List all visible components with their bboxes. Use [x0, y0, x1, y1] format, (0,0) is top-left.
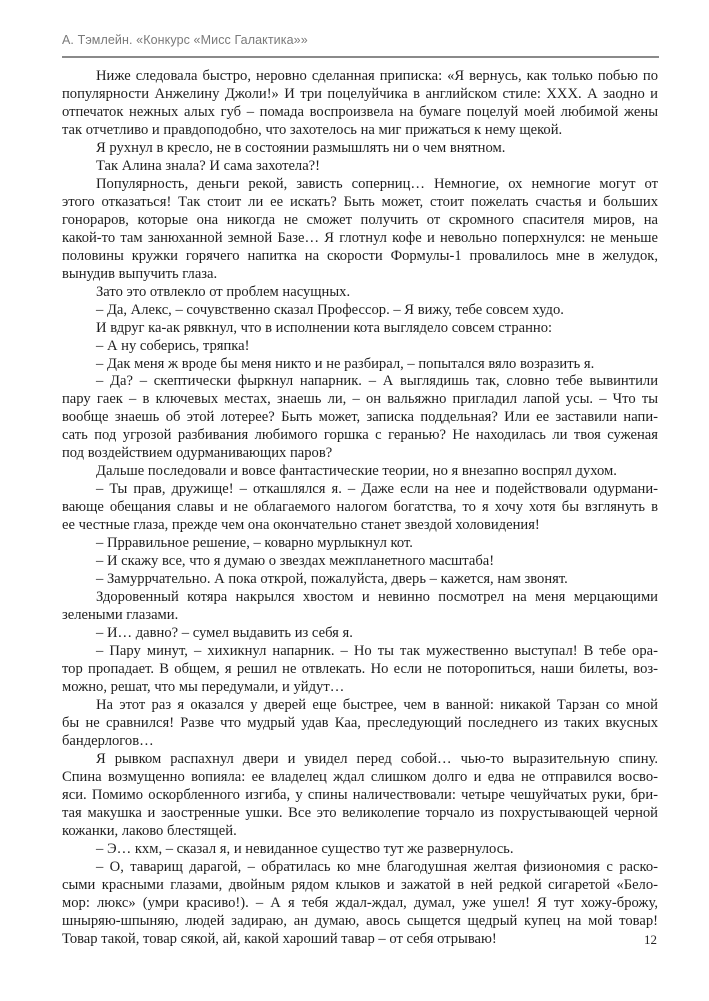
text-line: Спина возмущенно вопияла: ее владелец ждал слишком долго и едва не отправился восво-: [62, 768, 658, 785]
paragraph: [62, 320, 658, 338]
paragraph: [62, 356, 658, 374]
text-line: – О, таварищ дарагой, – обратилась ко мне благодушная желтая физиономия с раско-: [96, 858, 658, 875]
text-line: И вдруг ка-ак рявкнул, что в исполнении кота выглядело совсем странно:: [96, 319, 553, 336]
text-line: половины кружки горячего напитка на скорости Формулы-1 провалилось мне в желудок,: [62, 247, 658, 264]
text-line: – Да, Алекс, – сочувственно сказал Профессор. – Я вижу, тебе совсем худо.: [96, 301, 564, 318]
text-line: Зато это отвлекло от проблем насущных.: [96, 283, 351, 300]
paragraph: [62, 625, 658, 643]
text-line: пару гаек – в ключевых местах, знаешь ли, – он вальяжно пригладил лапой усы. – Что ты: [62, 391, 658, 408]
text-line: можно, решат, что мы передумали, и уйдут…: [62, 678, 345, 695]
text-line: тор пропадает. В общем, я решил не отвлекать. Но если не поторопиться, наши билеты, воз-: [62, 660, 658, 677]
text-line: Так Алина знала? И сама захотела?!: [96, 157, 321, 174]
paragraph: [62, 643, 658, 697]
text-line: вообще знаешь об этой лотерее? Быть может, записка поддельная? Или ее заставили напи-: [62, 409, 658, 426]
paragraph: [62, 373, 658, 463]
text-line: сыми красными глазами, двойным рядом клыков и зажатой в ней редкой сигаретой «Бело-: [62, 876, 658, 893]
paragraph: [62, 338, 658, 356]
paragraph: [62, 841, 658, 859]
paragraph: [62, 571, 658, 589]
text-line: бы не сравнился! Разве что мудрый удав Каа, преследующий последнего из таких вкусных: [62, 714, 658, 731]
text-line: – Пару минут, – хихикнул напарник. – Но ты так мужественно выступал! В тебе ора-: [96, 643, 658, 659]
running-header: А. Тэмлейн. «Конкурс «Мисс Галактика»»: [62, 33, 308, 47]
paragraph: [62, 176, 658, 284]
paragraph: [62, 751, 658, 841]
text-line: под воздействием одурманивающих паров?: [62, 445, 333, 462]
text-line: какой-то там занюханной земной Базе… Я глотнул кофе и невольно поперхнулся: не меньше: [62, 229, 658, 246]
text-line: На этот раз я оказался у дверей еще быстрее, чем в ванной: никакой Тарзан со мной: [96, 696, 658, 713]
paragraph: [62, 284, 658, 302]
paragraph: [62, 553, 658, 571]
paragraph: [62, 68, 658, 140]
text-line: – Ты прав, дружище! – откашлялся я. – Даже если на нее и подействовали одурмани-: [96, 481, 658, 498]
text-line: Здоровенный котяра накрылся хвостом и невинно посмотрел на меня мерцающими: [96, 589, 658, 606]
text-line: Товар такой, товар сякой, ай, какой хароший тавар – от себя отрываю!: [62, 930, 497, 947]
paragraph: [62, 140, 658, 158]
text-line: вынудив выпучить глаза.: [62, 265, 218, 282]
text-line: – Замуррчательно. А пока открой, пожалуйста, дверь – кажется, нам звонят.: [96, 571, 568, 588]
text-line: – Прравильное решение, – коварно мурлыкнул кот.: [96, 535, 413, 552]
text-line: – Да? – скептически фыркнул напарник. – А выглядишь так, словно тебе вывинтили: [96, 373, 658, 390]
text-line: сать под угрозой разбивания любимого горшка с геранью? Не находилась ли твоя суженая: [62, 427, 658, 444]
text-line: яси. Помимо оскорбленного изгиба, у спины наличествовали: четыре чешуйчатых руки, бри-: [62, 786, 658, 803]
text-line: вающе обещания славы и не облагаемого налогом богатства, то я хочу хотя бы взглянуть в: [62, 499, 658, 516]
text-line: – И… давно? – сумел выдавить из себя я.: [96, 625, 353, 642]
text-line: тая макушка и заостренные ушки. Все это великолепие торчало из похрустывающей черной: [62, 804, 658, 821]
paragraph: [62, 535, 658, 553]
paragraph: [62, 463, 658, 481]
paragraph: [62, 481, 658, 535]
paragraph: [62, 302, 658, 320]
text-line: так отчетливо и правдоподобно, что захотелось на миг прижаться к нему щекой.: [62, 121, 563, 138]
text-line: этого отказаться! Так стоит ли ее искать? Быть может, стоит пожелать счастья и больших: [62, 193, 658, 210]
text-line: Я рывком распахнул двери и увидел перед собой… чью-то выразительную спину.: [96, 750, 658, 767]
paragraph: [62, 859, 658, 949]
text-line: Ниже следовала быстро, неровно сделанная приписка: «Я вернусь, как только побью по: [96, 68, 658, 84]
text-line: бандерлогов…: [62, 732, 154, 749]
text-line: – И скажу все, что я думаю о звездах межпланетного масштаба!: [96, 553, 495, 570]
text-line: популярности Анжелину Джоли!» И три поцелуйчика в английском стиле: XXX. А заодно и: [62, 85, 658, 102]
header-rule: [62, 56, 659, 58]
text-line: мор: люкс» (умри красиво!). – А я тебя ждал-ждал, думал, уже ушел! Я тут хожу-брожу,: [62, 894, 658, 911]
text-line: кожанки, лаково блестящей.: [62, 822, 237, 839]
paragraph: [62, 158, 658, 176]
text-line: – Дак меня ж вроде бы меня никто и не разбирал, – попытался вяло возразить я.: [96, 355, 595, 372]
text-line: Я рухнул в кресло, не в состоянии размышлять ни о чем внятном.: [96, 139, 506, 156]
paragraph: [62, 589, 658, 625]
text-line: шныряю-шпыняю, людей задираю, ан думаю, авось сыщется щедрый купец на мой товар!: [62, 912, 658, 929]
paragraph: [62, 697, 658, 751]
text-line: Популярность, деньги рекой, зависть соперниц… Немногие, ох немногие могут от: [96, 175, 658, 192]
text-line: Дальше последовали и вовсе фантастические теории, но я внезапно воспрял духом.: [96, 463, 617, 480]
text-line: – Э… кхм, – сказал я, и невиданное существо тут же развернулось.: [96, 840, 514, 857]
page-body-text: [62, 68, 658, 948]
text-line: гонораров, которые она никогда не сможет получить от скромного спасителя миров, на: [62, 211, 658, 228]
text-line: – А ну соберись, тряпка!: [96, 337, 250, 354]
text-line: отпечаток нежных алых губ – помада воспроизвела на бумаге поцелуй моей любимой жены: [62, 103, 658, 120]
text-line: зелеными глазами.: [62, 607, 179, 624]
text-line: ее честные глаза, прежде чем она окончательно станет звездой холовидения!: [62, 517, 540, 534]
page-number: 12: [644, 932, 657, 947]
